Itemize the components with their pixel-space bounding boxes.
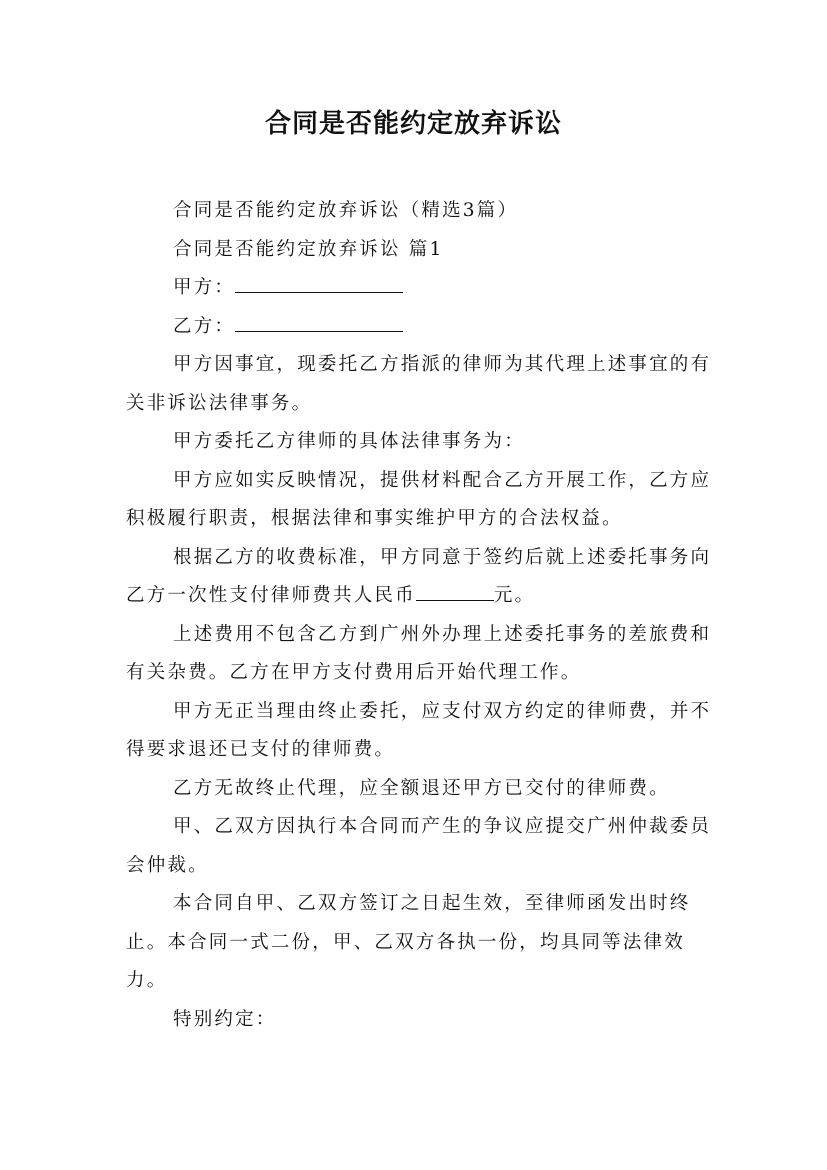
- fee-blank: [416, 580, 494, 601]
- document-body: [126, 192, 714, 1039]
- paragraph-4-text: 根据乙方的收费标准，甲方同意于签约后就上述委托事务向乙方一次性支付律师费共人民币: [126, 546, 712, 606]
- document-title: 合同是否能约定放弃诉讼: [264, 109, 562, 139]
- party-a-label: 甲方：: [173, 277, 236, 298]
- paragraph-6: 甲方无正当理由终止委托，应支付双方约定的律师费，并不得要求退还已支付的律师费。: [126, 700, 712, 760]
- section-heading: 合同是否能约定放弃诉讼 篇1: [173, 238, 444, 260]
- paragraph-2: 甲方委托乙方律师的具体法律事务为：: [173, 431, 525, 452]
- paragraph-8: 甲、乙双方因执行本合同而产生的争议应提交广州仲裁委员会仲裁。: [126, 816, 712, 876]
- paragraph-3: 甲方应如实反映情况，提供材料配合乙方开展工作，乙方应积极履行职责，根据法律和事实维护甲方的合法权益。: [126, 469, 712, 529]
- document-subtitle: 合同是否能约定放弃诉讼（精选3篇）: [173, 200, 519, 221]
- party-b-blank: [235, 311, 403, 332]
- party-b-line: [126, 308, 714, 347]
- paragraph-4: [126, 539, 714, 616]
- party-a-line: [126, 269, 714, 308]
- paragraph-9: 本合同自甲、乙双方签订之日起生效，至律师函发出时终止。本合同一式二份，甲、乙双方各执一份，均具同等法律效力。: [126, 893, 691, 991]
- paragraph-7: 乙方无故终止代理，应全额退还甲方已交付的律师费。: [173, 777, 670, 799]
- paragraph-4-suffix: 元。: [493, 585, 536, 606]
- party-b-label: 乙方：: [173, 315, 236, 337]
- party-a-blank: [235, 272, 403, 293]
- paragraph-10: 特别约定：: [173, 1008, 277, 1030]
- paragraph-1: 甲方因事宜，现委托乙方指派的律师为其代理上述事宜的有关非诉讼法律事务。: [126, 354, 712, 414]
- paragraph-5: 上述费用不包含乙方到广州外办理上述委托事务的差旅费和有关杂费。乙方在甲方支付费用后开始代理工作。: [126, 623, 712, 683]
